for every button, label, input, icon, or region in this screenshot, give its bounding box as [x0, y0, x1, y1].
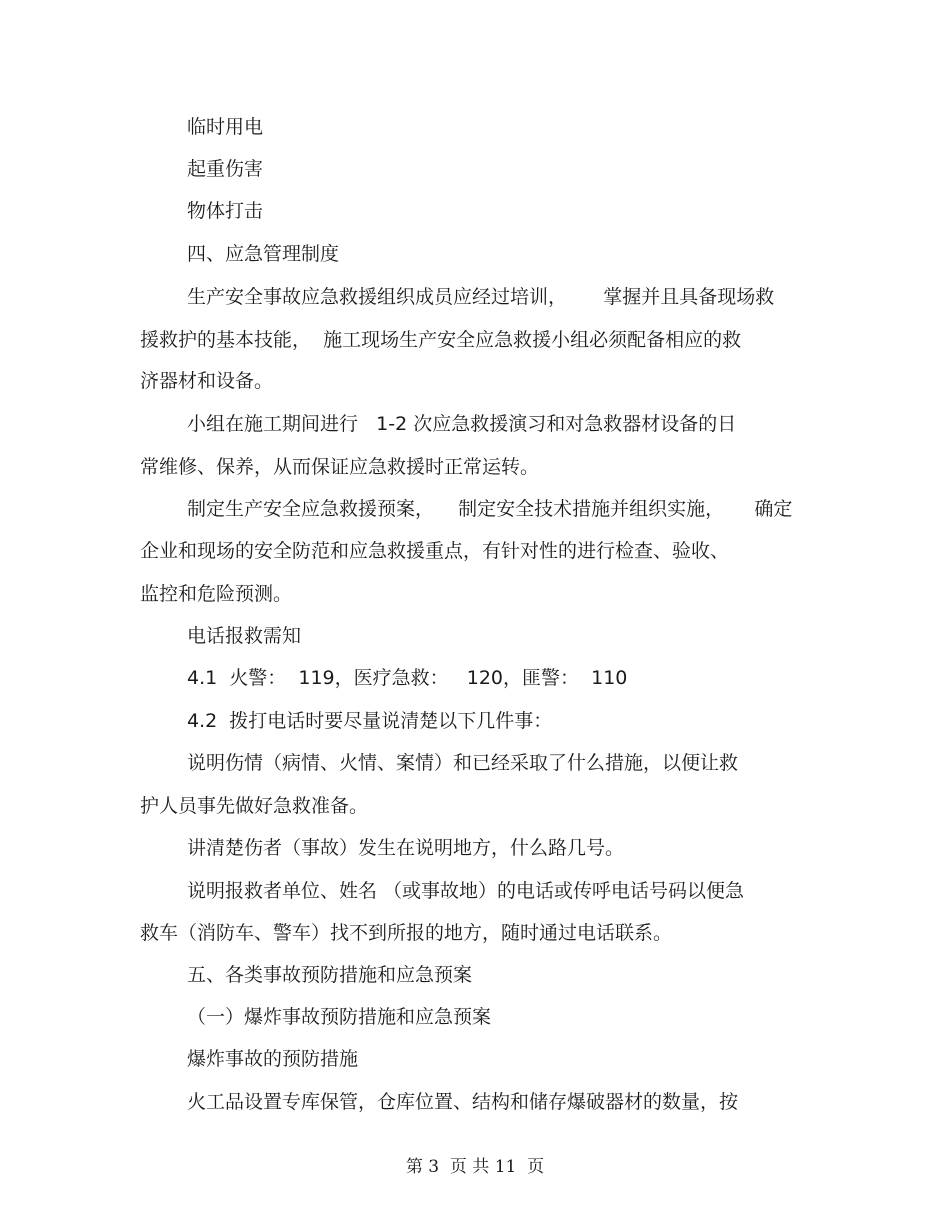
text-line: 救车（消防车、警车）找不到所报的地方，随时通过电话联系。: [140, 922, 673, 944]
text-line: 济器材和设备。: [140, 370, 274, 392]
text-line: 物体打击: [187, 200, 264, 222]
text-line: 护人员事先做好急救准备。: [140, 795, 369, 817]
section-heading: 五、各类事故预防措施和应急预案: [187, 964, 473, 986]
page-number-footer: 第 3 页 共 11 页: [405, 1157, 545, 1177]
text-line: 火工品设置专库保管，仓库位置、结构和储存爆破器材的数量，按: [187, 1091, 739, 1113]
subheading: 爆炸事故的预防措施: [187, 1048, 359, 1070]
subheading: 电话报救需知: [187, 625, 302, 647]
text-line: 4.2 拨打电话时要尽量说清楚以下几件事：: [187, 710, 553, 732]
text-line: 小组在施工期间进行 1-2 次应急救援演习和对急救器材设备的日: [187, 413, 737, 435]
text-line: 讲清楚伤者（事故）发生在说明地方，什么路几号。: [187, 837, 625, 859]
text-line: 起重伤害: [187, 158, 264, 180]
text-line: 常维修、保养，从而保证应急救援时正常运转。: [140, 456, 540, 478]
text-line: 临时用电: [187, 116, 264, 138]
text-line: 说明伤情（病情、火情、案情）和已经采取了什么措施，以便让救: [187, 752, 739, 774]
section-heading: 四、应急管理制度: [187, 243, 340, 265]
text-line: 4.1 火警： 119，医疗急救： 120，匪警： 110: [187, 667, 628, 689]
text-line: 企业和现场的安全防范和应急救援重点，有针对性的进行检查、验收、: [140, 540, 730, 562]
text-line: 生产安全事故应急救援组织成员应经过培训， 掌握并且具备现场救: [187, 286, 775, 308]
text-line: 制定生产安全应急救援预案， 制定安全技术措施并组织实施， 确定: [187, 498, 793, 520]
text-line: 监控和危险预测。: [140, 583, 293, 605]
subheading: （一）爆炸事故预防措施和应急预案: [187, 1006, 492, 1028]
text-line: 说明报救者单位、姓名 （或事故地）的电话或传呼电话号码以便急: [187, 880, 745, 902]
text-line: 援救护的基本技能， 施工现场生产安全应急救援小组必须配备相应的救: [140, 329, 742, 351]
